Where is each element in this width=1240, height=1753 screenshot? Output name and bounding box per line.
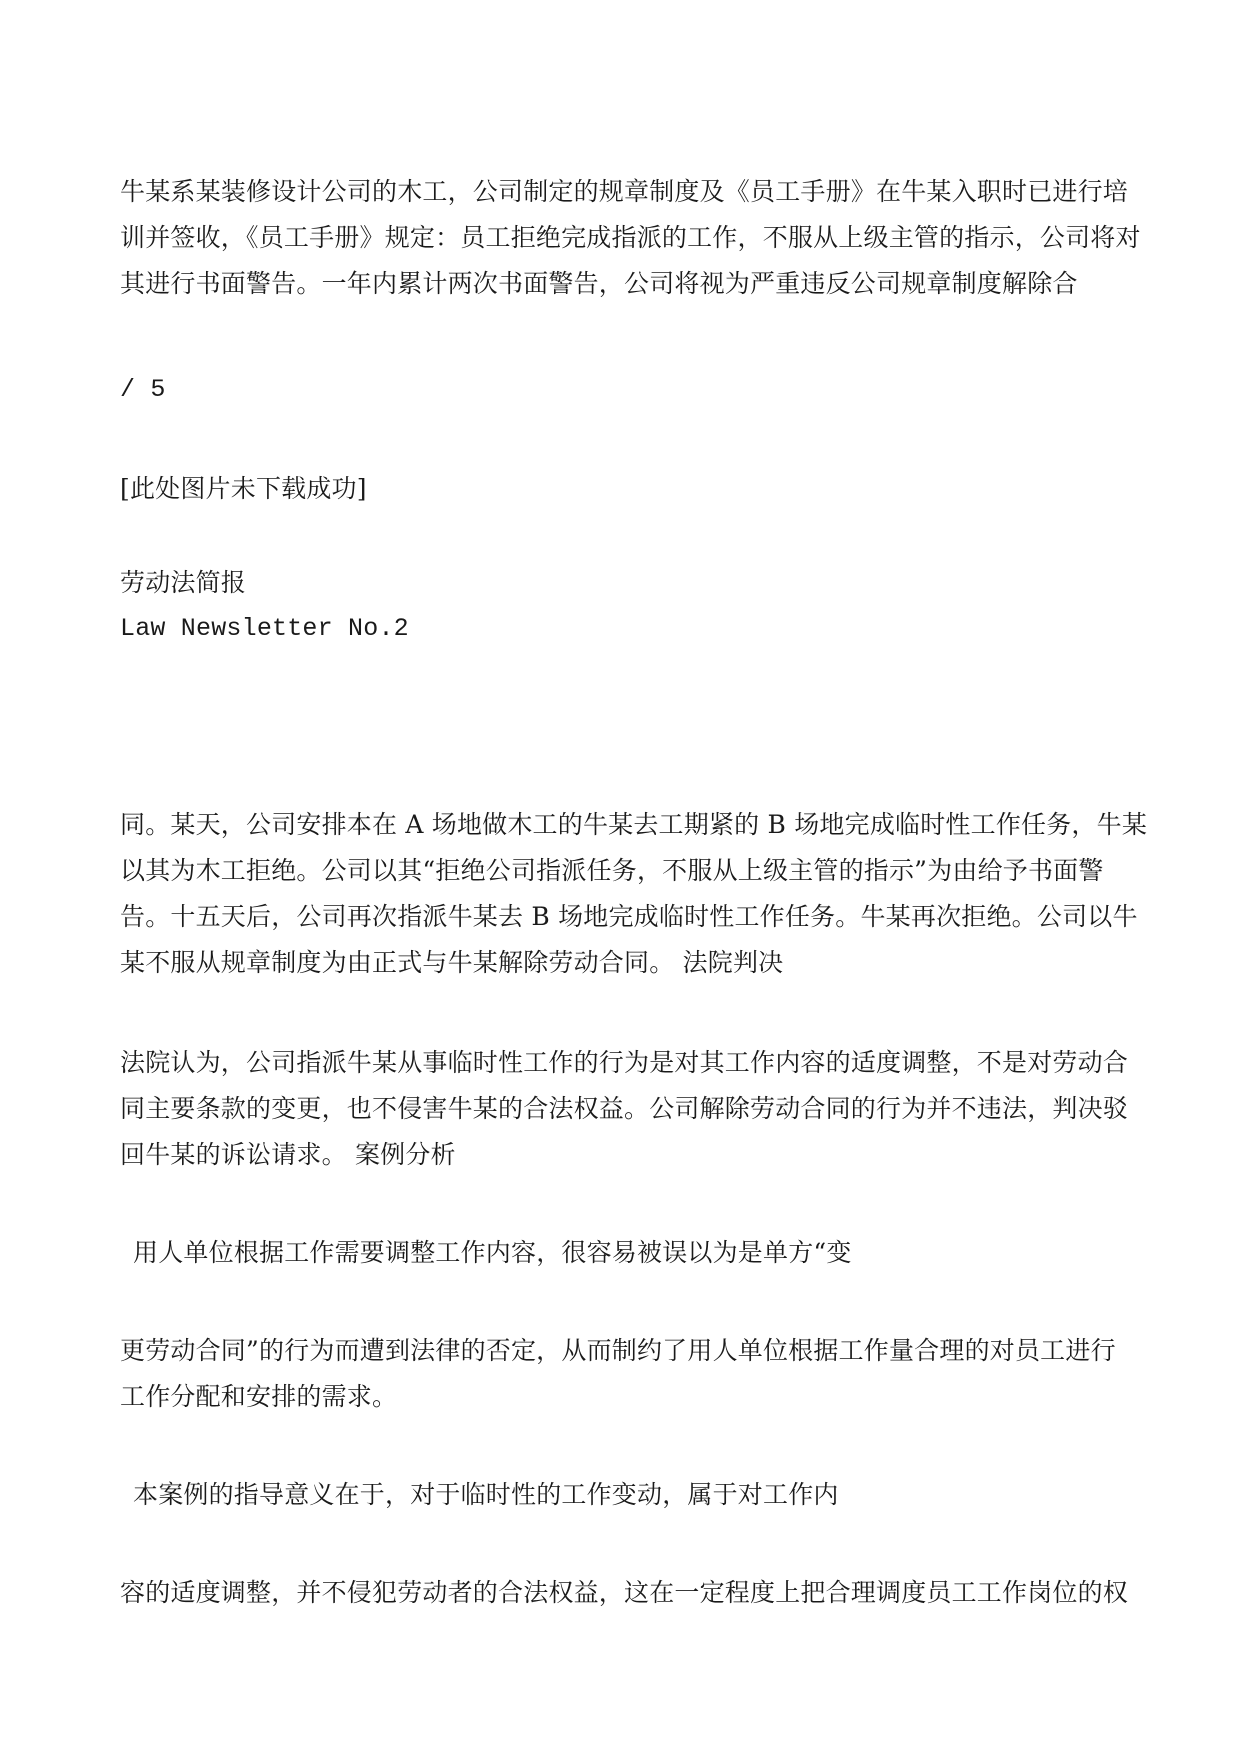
paragraph-line: 同主要条款的变更，也不侵害牛某的合法权益。公司解除劳动合同的行为并不违法，判决驳 — [120, 1094, 1129, 1123]
paragraph-line: 用人单位根据工作需要调整工作内容，很容易被误以为是单方“变 — [133, 1238, 852, 1267]
paragraph-line: 其进行书面警告。一年内累计两次书面警告，公司将视为严重违反公司规章制度解除合 — [120, 269, 1078, 298]
paragraph-line: 工作分配和安排的需求。 — [120, 1382, 398, 1411]
paragraph-line: 某不服从规章制度为由正式与牛某解除劳动合同。 法院判决 — [120, 948, 784, 977]
paragraph-line: 同。某天，公司安排本在 A 场地做木工的牛某去工期紧的 B 场地完成临时性工作任务，牛某 — [120, 810, 1148, 839]
newsletter-subtitle: Law Newsletter No.2 — [120, 614, 409, 643]
image-placeholder-text: [此处图片未下载成功] — [120, 474, 367, 503]
paragraph-line: 容的适度调整，并不侵犯劳动者的合法权益，这在一定程度上把合理调度员工工作岗位的权 — [120, 1578, 1129, 1607]
paragraph-line: 告。十五天后，公司再次指派牛某去 B 场地完成临时性工作任务。牛某再次拒绝。公司以牛 — [120, 902, 1138, 931]
paragraph-line: 法院认为，公司指派牛某从事临时性工作的行为是对其工作内容的适度调整，不是对劳动合 — [120, 1048, 1129, 1077]
page-number-marker: / 5 — [120, 375, 166, 404]
newsletter-title: 劳动法简报 — [120, 568, 247, 597]
paragraph-line: 本案例的指导意义在于，对于临时性的工作变动，属于对工作内 — [133, 1480, 839, 1509]
paragraph-line: 训并签收，《员工手册》规定：员工拒绝完成指派的工作，不服从上级主管的指示，公司将对 — [120, 223, 1141, 252]
paragraph-line: 以其为木工拒绝。公司以其“拒绝公司指派任务，不服从上级主管的指示”为由给予书面警 — [120, 856, 1104, 885]
paragraph-line: 回牛某的诉讼请求。 案例分析 — [120, 1140, 456, 1169]
paragraph-line: 更劳动合同”的行为而遭到法律的否定，从而制约了用人单位根据工作量合理的对员工进行 — [120, 1336, 1116, 1365]
paragraph-line: 牛某系某装修设计公司的木工，公司制定的规章制度及《员工手册》在牛某入职时已进行培 — [120, 177, 1129, 206]
